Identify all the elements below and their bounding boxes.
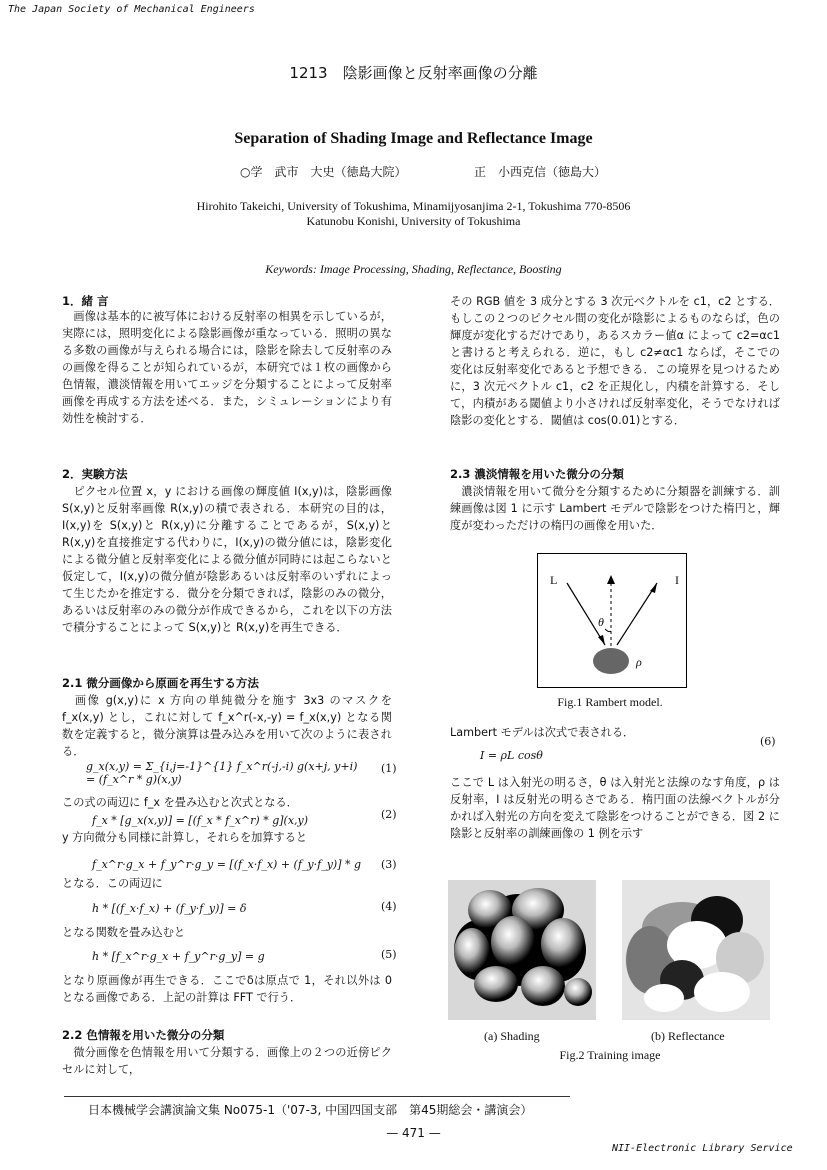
fig1-label-rho: ρ xyxy=(636,655,642,669)
section-2-3-title: 2.3 濃淡情報を用いた微分の分類 xyxy=(450,467,624,481)
equation-1-number: (1) xyxy=(381,762,397,775)
fig1-label-I: I xyxy=(675,573,679,587)
section-2-3-body: 濃淡情報を用いて微分を分類するために分類器を訓練する．訓練画像は図 1 に示す Lambert モデルで陰影をつけた楕円と，輝度が変わっただけの楕円の画像を用いた． xyxy=(450,485,780,532)
section-1-body: 画像は基本的に被写体における反射率の相異を示しているが，実際には，照明変化による陰影画像が重なっている．照明の異なる多数の画像が与えられる場合には，陰影を除去して反射率のみの画像を得ることが知られているが，本研究では１枚の画像から色情報，濃淡情報を用いてエッジを分類することによって反射率画像を再成する方法を述べる．また，シミュレーションにより有効性を検討する． xyxy=(62,310,392,425)
reflectance-image xyxy=(622,880,770,1020)
equation-2: f_x * [g_x(x,y)] = [(f_x * f_x^r) * g](x,y) xyxy=(92,814,309,827)
title-japanese: 1213 陰影画像と反射率画像の分離 xyxy=(289,64,538,82)
fig2a-label: (a) Shading xyxy=(484,1029,540,1043)
equation-4: h * [(f_x·f_x) + (f_y·f_y)] = δ xyxy=(92,902,247,915)
right-paragraph-2: ここで L は入射光の明るさ，θ は入射光と法線のなす角度，ρ は反射率，I は反射光の明るさである．楕円面の法線ベクトルが分かれば入射光の方向を変えて陰影をつけることができる．図 2 に陰影と反射率の訓練画像の 1 例を示す xyxy=(450,776,780,840)
journal-header: The Japan Society of Mechanical Engineers xyxy=(8,4,255,15)
section-2-title: 2．実験方法 xyxy=(62,467,128,481)
section-2-2-title: 2.2 色情報を用いた微分の分類 xyxy=(62,1028,225,1042)
section-2-2-body: 微分画像を色情報を用いて分類する．画像上の２つの近傍ピクセルに対して， xyxy=(62,1046,392,1076)
section-2-body: ピクセル位置 x，y における画像の輝度値 I(x,y)は，陰影画像 S(x,y)と反射率画像 R(x,y)の積で表される．本研究の目的は，I(x,y)を S(x,y)と R(x,y)に分離することであるが，S(x,y)と R(x,y)を直接推定する代わりに，I(x,y)の微分値には，陰影変化による微分値と反射率変化による微分値が同時には起こらないと仮定して，I(x,y)の微分値が陰影あるいは反射率のいずれによって生じたかを推定する．微分を分類できれば，陰影のみの微分，あるいは反射率のみの微分が作成できるから，これを以下の方法で積分することによって S(x,y)と R(x,y)を再生できる． xyxy=(62,485,392,634)
text-y-direction: y 方向微分も同様に計算し，それらを加算すると xyxy=(62,831,308,844)
equation-4-number: (4) xyxy=(381,900,397,913)
fig2-caption: Fig.2 Training image xyxy=(559,1048,661,1062)
equation-3-number: (3) xyxy=(381,858,397,871)
equation-2-number: (2) xyxy=(381,808,397,821)
affiliation-1: Hirohito Takeichi, University of Tokushima, Minamijyosanjima 2-1, Tokushima 770-8506 xyxy=(196,199,631,213)
fig1-label-theta: θ xyxy=(598,615,604,629)
footer-divider xyxy=(64,1096,570,1097)
equation-5: h * [f_x^r·g_x + f_y^r·g_y] = g xyxy=(92,950,265,963)
author-2: 正 小西克信（徳島大） xyxy=(474,165,607,179)
text-both-sides: となる．この両辺に xyxy=(62,877,163,890)
equation-3: f_x^r·g_x + f_y^r·g_y = [(f_x·f_x) + (f_y·f_y)] * g xyxy=(92,858,362,871)
affiliation-2: Katunobu Konishi, University of Tokushima xyxy=(306,214,521,228)
text-reconstruction: となり原画像が再生できる．ここでδは原点で 1，それ以外は 0 となる画像である．上記の計算は FFT で行う． xyxy=(62,974,392,1004)
lambert-text: Lambert モデルは次式で表される． xyxy=(450,726,635,739)
footer-service: NII-Electronic Library Service xyxy=(612,1143,793,1154)
fig2b-label: (b) Reflectance xyxy=(651,1029,725,1043)
lambert-model-figure xyxy=(537,553,687,688)
keywords: Keywords: Image Processing, Shading, Reflectance, Boosting xyxy=(265,262,562,276)
section-2-1-body: 画像 g(x,y)に x 方向の単純微分を施す 3x3 のマスクを f_x(x,y) とし，これに対して f_x^r(-x,-y) = f_x(x,y) となる関数を定義すると，微分演算は畳み込みを用いて次のように表される． xyxy=(62,694,392,758)
fig1-label-L: L xyxy=(550,573,558,587)
author-1: ○学 武市 大史（徳島大院） xyxy=(240,165,407,179)
fig1-caption: Fig.1 Rambert model. xyxy=(557,695,663,709)
page-number: — 471 — xyxy=(386,1126,441,1140)
shading-image xyxy=(448,880,596,1020)
equation-6-number: (6) xyxy=(760,735,776,748)
equation-1: g_x(x,y) = Σ_{i,j=-1}^{1} f_x^r(-j,-i) g(x+j, y+i) = (f_x^r * g)(x,y) xyxy=(86,760,358,786)
right-paragraph-1: その RGB 値を 3 成分とする 3 次元ベクトルを c1，c2 とする．もしこの２つのピクセル間の変化が陰影によるものならば，色の輝度が変化するだけであり，あるスカラー値α によって c2=αc1 と書けると考えられる．逆に，もし c2≠αc1 ならば，そこでの変化は反射率変化であると予想できる．この境界を見つけるために，3 次元ベクトル c1，c2 を正規化し，内積を計算する．そして，内積がある閾値より小さければ反射率変化，そうでなければ陰影の変化とする．閾値は cos(0.01)とする． xyxy=(450,295,780,427)
text-convolve: この式の両辺に f_x を畳み込むと次式となる． xyxy=(62,796,298,809)
title-english: Separation of Shading Image and Reflectance Image xyxy=(234,130,593,147)
text-convolve-function: となる関数を畳み込むと xyxy=(62,926,186,939)
section-1-title: 1．緒 言 xyxy=(62,294,109,308)
section-2-1-title: 2.1 微分画像から原画を再生する方法 xyxy=(62,676,259,690)
footer-citation: 日本機械学会講演論文集 No075-1（'07-3, 中国四国支部 第45期総会・講演会） xyxy=(88,1103,533,1117)
equation-6: I = ρL cosθ xyxy=(480,749,543,762)
equation-5-number: (5) xyxy=(381,948,397,961)
